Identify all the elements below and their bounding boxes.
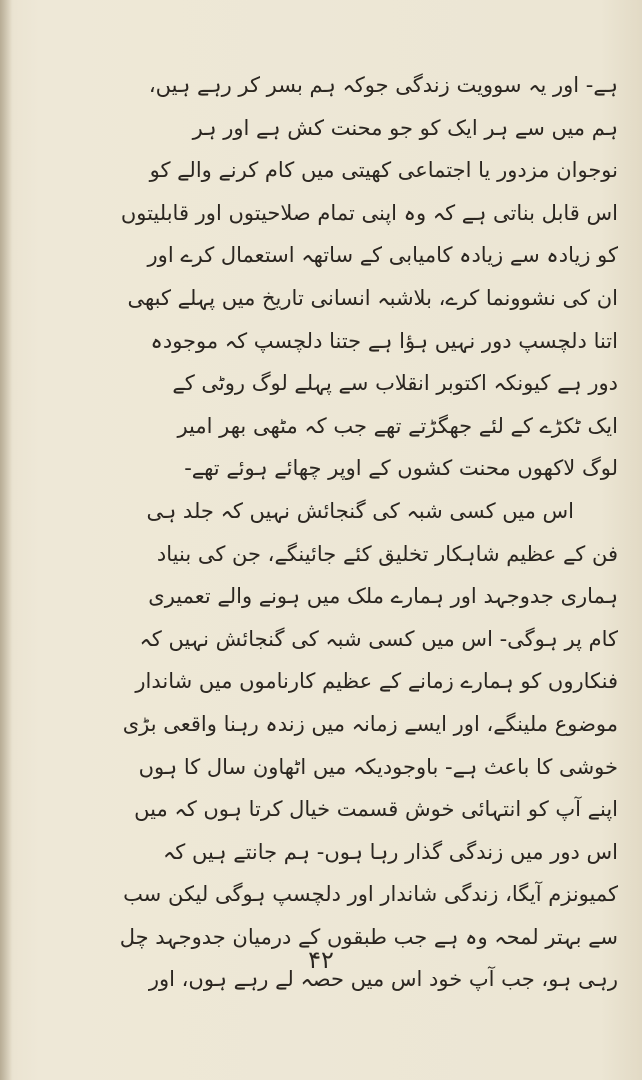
- text-line: فنکاروں کو ہمارے زمانے کے عظیم کارناموں میں شاندار: [135, 669, 618, 694]
- text-line: ہے- اور یہ سوویت زندگی جوکہ ہم بسر کر رہے ہیں،: [148, 73, 618, 97]
- text-line: لوگ لاکھوں محنت کشوں کے اوپر چھائے ہوئے تھے-: [184, 456, 618, 481]
- text-line: کام پر ہوگی- اس میں کسی شبہ کی گنجائش نہیں کہ: [139, 626, 618, 651]
- text-line: اتنا دلچسپ دور نہیں ہؤا ہے جتنا دلچسپ کہ موجودہ: [150, 328, 618, 353]
- text-line: فن کے عظیم شاہکار تخلیق کئے جائینگے، جن کی بنیاد: [156, 541, 618, 566]
- text-line: ہماری جدوجہد اور ہمارے ملک میں ہونے والے تعمیری: [148, 584, 618, 609]
- text-line: ہم میں سے ہر ایک کو جو محنت کش ہے اور ہر: [192, 115, 618, 140]
- text-line: کو زیادہ سے زیادہ کامیابی کے ساتھہ استعمال کرے اور: [147, 243, 618, 268]
- text-line: اپنے آپ کو انتہائی خوش قسمت خیال کرتا ہوں کہ میں: [134, 797, 618, 822]
- text-line: دور ہے کیونکہ اکتوبر انقلاب سے پہلے لوگ روٹی کے: [172, 371, 618, 396]
- text-line: موضوع ملینگے، اور ایسے زمانہ میں زندہ رہنا واقعی بڑی: [122, 711, 618, 736]
- text-line: کمیونزم آیگا، زندگی شاندار اور دلچسپ ہوگی لیکن سب: [123, 882, 618, 907]
- page-number: ۴۲: [308, 946, 334, 974]
- text-line: اس قابل بناتی ہے کہ وہ اپنی تمام صلاحیتوں اور قابلیتوں: [120, 200, 618, 225]
- text-line: سے بہتر لمحہ وہ ہے جب طبقوں کے درمیان جدوجہد چل: [119, 924, 618, 949]
- body-text: [28, 64, 618, 1001]
- page-spine-shadow: [0, 0, 12, 1080]
- text-line: ان کی نشوونما کرے، بلاشبہ انسانی تاریخ میں پہلے کبھی: [127, 285, 618, 310]
- text-line: خوشی کا باعث ہے- باوجودیکہ میں اٹھاون سال کا ہوں: [138, 754, 618, 779]
- text-line: رہی ہو، جب آپ خود اس میں حصہ لے رہے ہوں، اور: [148, 967, 618, 992]
- paragraph-start-line: اس میں کسی شبہ کی گنجائش نہیں کہ جلد ہی: [146, 498, 574, 523]
- text-line: اس دور میں زندگی گذار رہا ہوں- ہم جانتے ہیں کہ: [162, 839, 618, 864]
- text-line: ایک ٹکڑے کے لئے جھگڑتے تھے جب کہ مٹھی بھر امیر: [177, 413, 618, 438]
- text-line: نوجوان مزدور یا اجتماعی کھیتی میں کام کرنے والے کو: [149, 158, 618, 183]
